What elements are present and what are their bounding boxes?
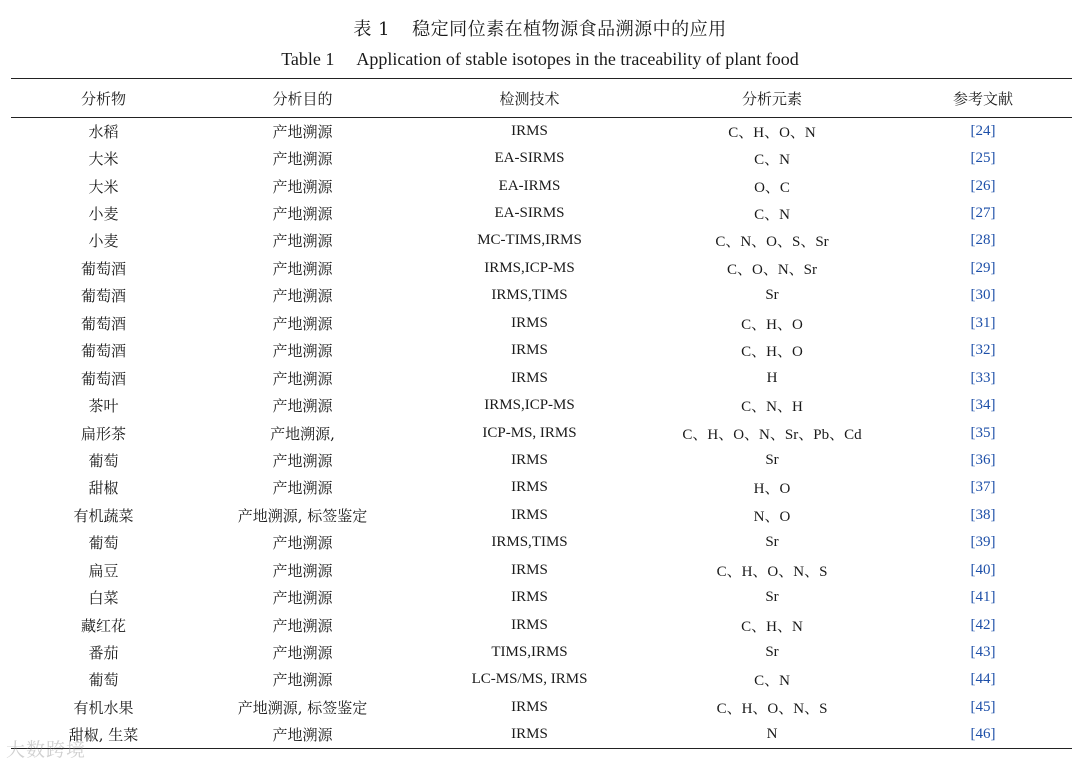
purpose-cell: 产地溯源 (272, 561, 333, 580)
caption-cn-label: 表 1 (353, 19, 391, 40)
elements-cell: Sr (765, 589, 779, 606)
analyte-cell: 大米 (88, 150, 119, 169)
caption-en-title: Application of stable isotopes in the traceability of plant food (356, 49, 799, 69)
reference-link[interactable]: [28] (970, 232, 996, 249)
table-row (11, 255, 1072, 282)
analyte-cell: 葡萄酒 (80, 287, 126, 306)
elements-cell: Sr (765, 534, 779, 551)
analyte-cell: 番茄 (88, 644, 119, 663)
reference-link[interactable]: [42] (970, 616, 996, 633)
caption-cn-title: 稳定同位素在植物源食品溯源中的应用 (412, 19, 727, 40)
table-row (11, 694, 1072, 721)
table-row (11, 200, 1072, 227)
technique-cell: EA-SIRMS (494, 150, 565, 167)
analyte-cell: 茶叶 (88, 397, 119, 416)
reference-link[interactable]: [43] (970, 644, 996, 661)
table-row (11, 639, 1072, 666)
purpose-cell: 产地溯源 (272, 205, 333, 224)
technique-cell: IRMS (511, 479, 548, 496)
analyte-cell: 甜椒 (88, 479, 119, 498)
analyte-cell: 葡萄酒 (80, 259, 126, 278)
reference-link[interactable]: [34] (970, 397, 996, 414)
table-row (11, 364, 1072, 391)
reference-link[interactable]: [27] (970, 205, 996, 222)
analyte-cell: 大米 (88, 177, 119, 196)
analyte-cell: 扁豆 (88, 561, 119, 580)
technique-cell: EA-SIRMS (494, 205, 565, 222)
header-reference: 参考文献 (952, 89, 1013, 108)
reference-link[interactable]: [44] (970, 671, 996, 688)
header-elements: 分析元素 (741, 89, 802, 108)
technique-cell: IRMS (511, 122, 548, 139)
elements-cell: C、N (754, 152, 790, 169)
technique-cell: LC-MS/MS, IRMS (471, 671, 588, 688)
elements-cell: C、H、O、N (728, 124, 816, 141)
table-row (11, 474, 1072, 501)
purpose-cell: 产地溯源 (272, 616, 333, 635)
technique-cell: ICP-MS, IRMS (482, 424, 577, 441)
technique-cell: IRMS,TIMS (491, 287, 568, 304)
technique-cell: IRMS (511, 616, 548, 633)
reference-link[interactable]: [37] (970, 479, 996, 496)
technique-cell: EA-IRMS (498, 177, 561, 194)
elements-cell: Sr (765, 644, 779, 661)
table-row (11, 529, 1072, 556)
elements-cell: Sr (765, 451, 779, 468)
reference-link[interactable]: [36] (970, 451, 996, 468)
header-analyte: 分析物 (80, 89, 126, 108)
purpose-cell: 产地溯源 (272, 479, 333, 498)
analyte-cell: 有机水果 (73, 698, 134, 717)
table-body (11, 118, 1072, 749)
technique-cell: TIMS,IRMS (491, 644, 568, 661)
technique-cell: IRMS (511, 561, 548, 578)
reference-link[interactable]: [39] (970, 534, 996, 551)
elements-cell: C、N、O、S、Sr (715, 234, 829, 251)
table-row (11, 172, 1072, 199)
analyte-cell: 藏红花 (80, 616, 126, 635)
watermark: 大数跨境 (6, 739, 87, 761)
purpose-cell: 产地溯源, 标签鉴定 (237, 506, 368, 525)
elements-cell: C、H、O、N、S (716, 700, 828, 717)
purpose-cell: 产地溯源 (272, 342, 333, 361)
reference-link[interactable]: [31] (970, 314, 996, 331)
reference-link[interactable]: [24] (970, 122, 996, 139)
table-row (11, 118, 1072, 145)
technique-cell: IRMS (511, 589, 548, 606)
technique-cell: IRMS,ICP-MS (484, 397, 575, 414)
table-row (11, 337, 1072, 364)
reference-link[interactable]: [46] (970, 726, 996, 743)
analyte-cell: 葡萄 (88, 671, 119, 690)
analyte-cell: 葡萄 (88, 534, 119, 553)
technique-cell: IRMS (511, 369, 548, 386)
reference-link[interactable]: [32] (970, 342, 996, 359)
table-row (11, 557, 1072, 584)
table-row (11, 310, 1072, 337)
purpose-cell: 产地溯源 (272, 644, 333, 663)
reference-link[interactable]: [33] (970, 369, 996, 386)
table-caption-english (0, 49, 1080, 70)
elements-cell: N、O (753, 508, 791, 525)
table-row (11, 502, 1072, 529)
technique-cell: IRMS (511, 314, 548, 331)
reference-link[interactable]: [38] (970, 506, 996, 523)
table-row (11, 392, 1072, 419)
purpose-cell: 产地溯源 (272, 232, 333, 251)
analyte-cell: 葡萄酒 (80, 369, 126, 388)
analyte-cell: 有机蔬菜 (73, 506, 134, 525)
elements-cell: C、H、O (741, 344, 803, 361)
table-row (11, 282, 1072, 309)
reference-link[interactable]: [35] (970, 424, 996, 441)
elements-cell: Sr (765, 287, 779, 304)
table-row (11, 666, 1072, 693)
reference-link[interactable]: [30] (970, 287, 996, 304)
purpose-cell: 产地溯源 (272, 259, 333, 278)
purpose-cell: 产地溯源 (272, 671, 333, 690)
table-row (11, 721, 1072, 748)
elements-cell: O、C (754, 179, 790, 196)
table-caption-chinese (0, 15, 1080, 41)
table-row (11, 145, 1072, 172)
analyte-cell: 小麦 (88, 232, 119, 251)
purpose-cell: 产地溯源 (272, 150, 333, 169)
elements-cell: C、O、N、Sr (726, 261, 817, 278)
analyte-cell: 葡萄 (88, 451, 119, 470)
reference-link[interactable]: [41] (970, 589, 996, 606)
technique-cell: IRMS,TIMS (491, 534, 568, 551)
isotope-application-table (11, 78, 1072, 749)
elements-cell: C、H、O (741, 316, 803, 333)
elements-cell: H (766, 369, 778, 386)
elements-cell: C、H、O、N、Sr、Pb、Cd (682, 426, 862, 443)
reference-link[interactable]: [26] (970, 177, 996, 194)
caption-en-label: Table 1 (281, 49, 335, 69)
analyte-cell: 白菜 (88, 589, 119, 608)
purpose-cell: 产地溯源 (272, 726, 333, 745)
elements-cell: C、H、O、N、S (716, 563, 828, 580)
elements-cell: C、N (754, 207, 790, 224)
purpose-cell: 产地溯源 (272, 177, 333, 196)
analyte-cell: 小麦 (88, 205, 119, 224)
analyte-cell: 葡萄酒 (80, 314, 126, 333)
reference-link[interactable]: [25] (970, 150, 996, 167)
purpose-cell: 产地溯源 (272, 314, 333, 333)
elements-cell: C、N (754, 673, 790, 690)
purpose-cell: 产地溯源 (272, 122, 333, 141)
analyte-cell: 扁形茶 (80, 424, 126, 443)
technique-cell: IRMS,ICP-MS (484, 259, 575, 276)
technique-cell: MC-TIMS,IRMS (477, 232, 582, 249)
analyte-cell: 葡萄酒 (80, 342, 126, 361)
technique-cell: IRMS (511, 342, 548, 359)
purpose-cell: 产地溯源, 标签鉴定 (237, 698, 368, 717)
purpose-cell: 产地溯源 (272, 369, 333, 388)
table-header-row (11, 79, 1072, 118)
elements-cell: C、N、H (741, 399, 803, 416)
analyte-cell: 水稻 (88, 122, 119, 141)
purpose-cell: 产地溯源 (272, 451, 333, 470)
purpose-cell: 产地溯源 (272, 397, 333, 416)
header-technique: 检测技术 (499, 89, 560, 108)
table-row (11, 227, 1072, 254)
purpose-cell: 产地溯源, (270, 424, 335, 443)
purpose-cell: 产地溯源 (272, 589, 333, 608)
reference-link[interactable]: [29] (970, 259, 996, 276)
purpose-cell: 产地溯源 (272, 287, 333, 306)
reference-link[interactable]: [45] (970, 698, 996, 715)
header-purpose: 分析目的 (272, 89, 333, 108)
technique-cell: IRMS (511, 726, 548, 743)
elements-cell: N (766, 726, 778, 743)
table-row (11, 584, 1072, 611)
technique-cell: IRMS (511, 506, 548, 523)
reference-link[interactable]: [40] (970, 561, 996, 578)
purpose-cell: 产地溯源 (272, 534, 333, 553)
table-row (11, 611, 1072, 638)
technique-cell: IRMS (511, 451, 548, 468)
table-row (11, 419, 1072, 446)
elements-cell: C、H、N (741, 618, 803, 635)
analyte-cell: 甜椒, 生菜 (68, 726, 139, 745)
elements-cell: H、O (753, 481, 791, 498)
technique-cell: IRMS (511, 698, 548, 715)
table-row (11, 447, 1072, 474)
